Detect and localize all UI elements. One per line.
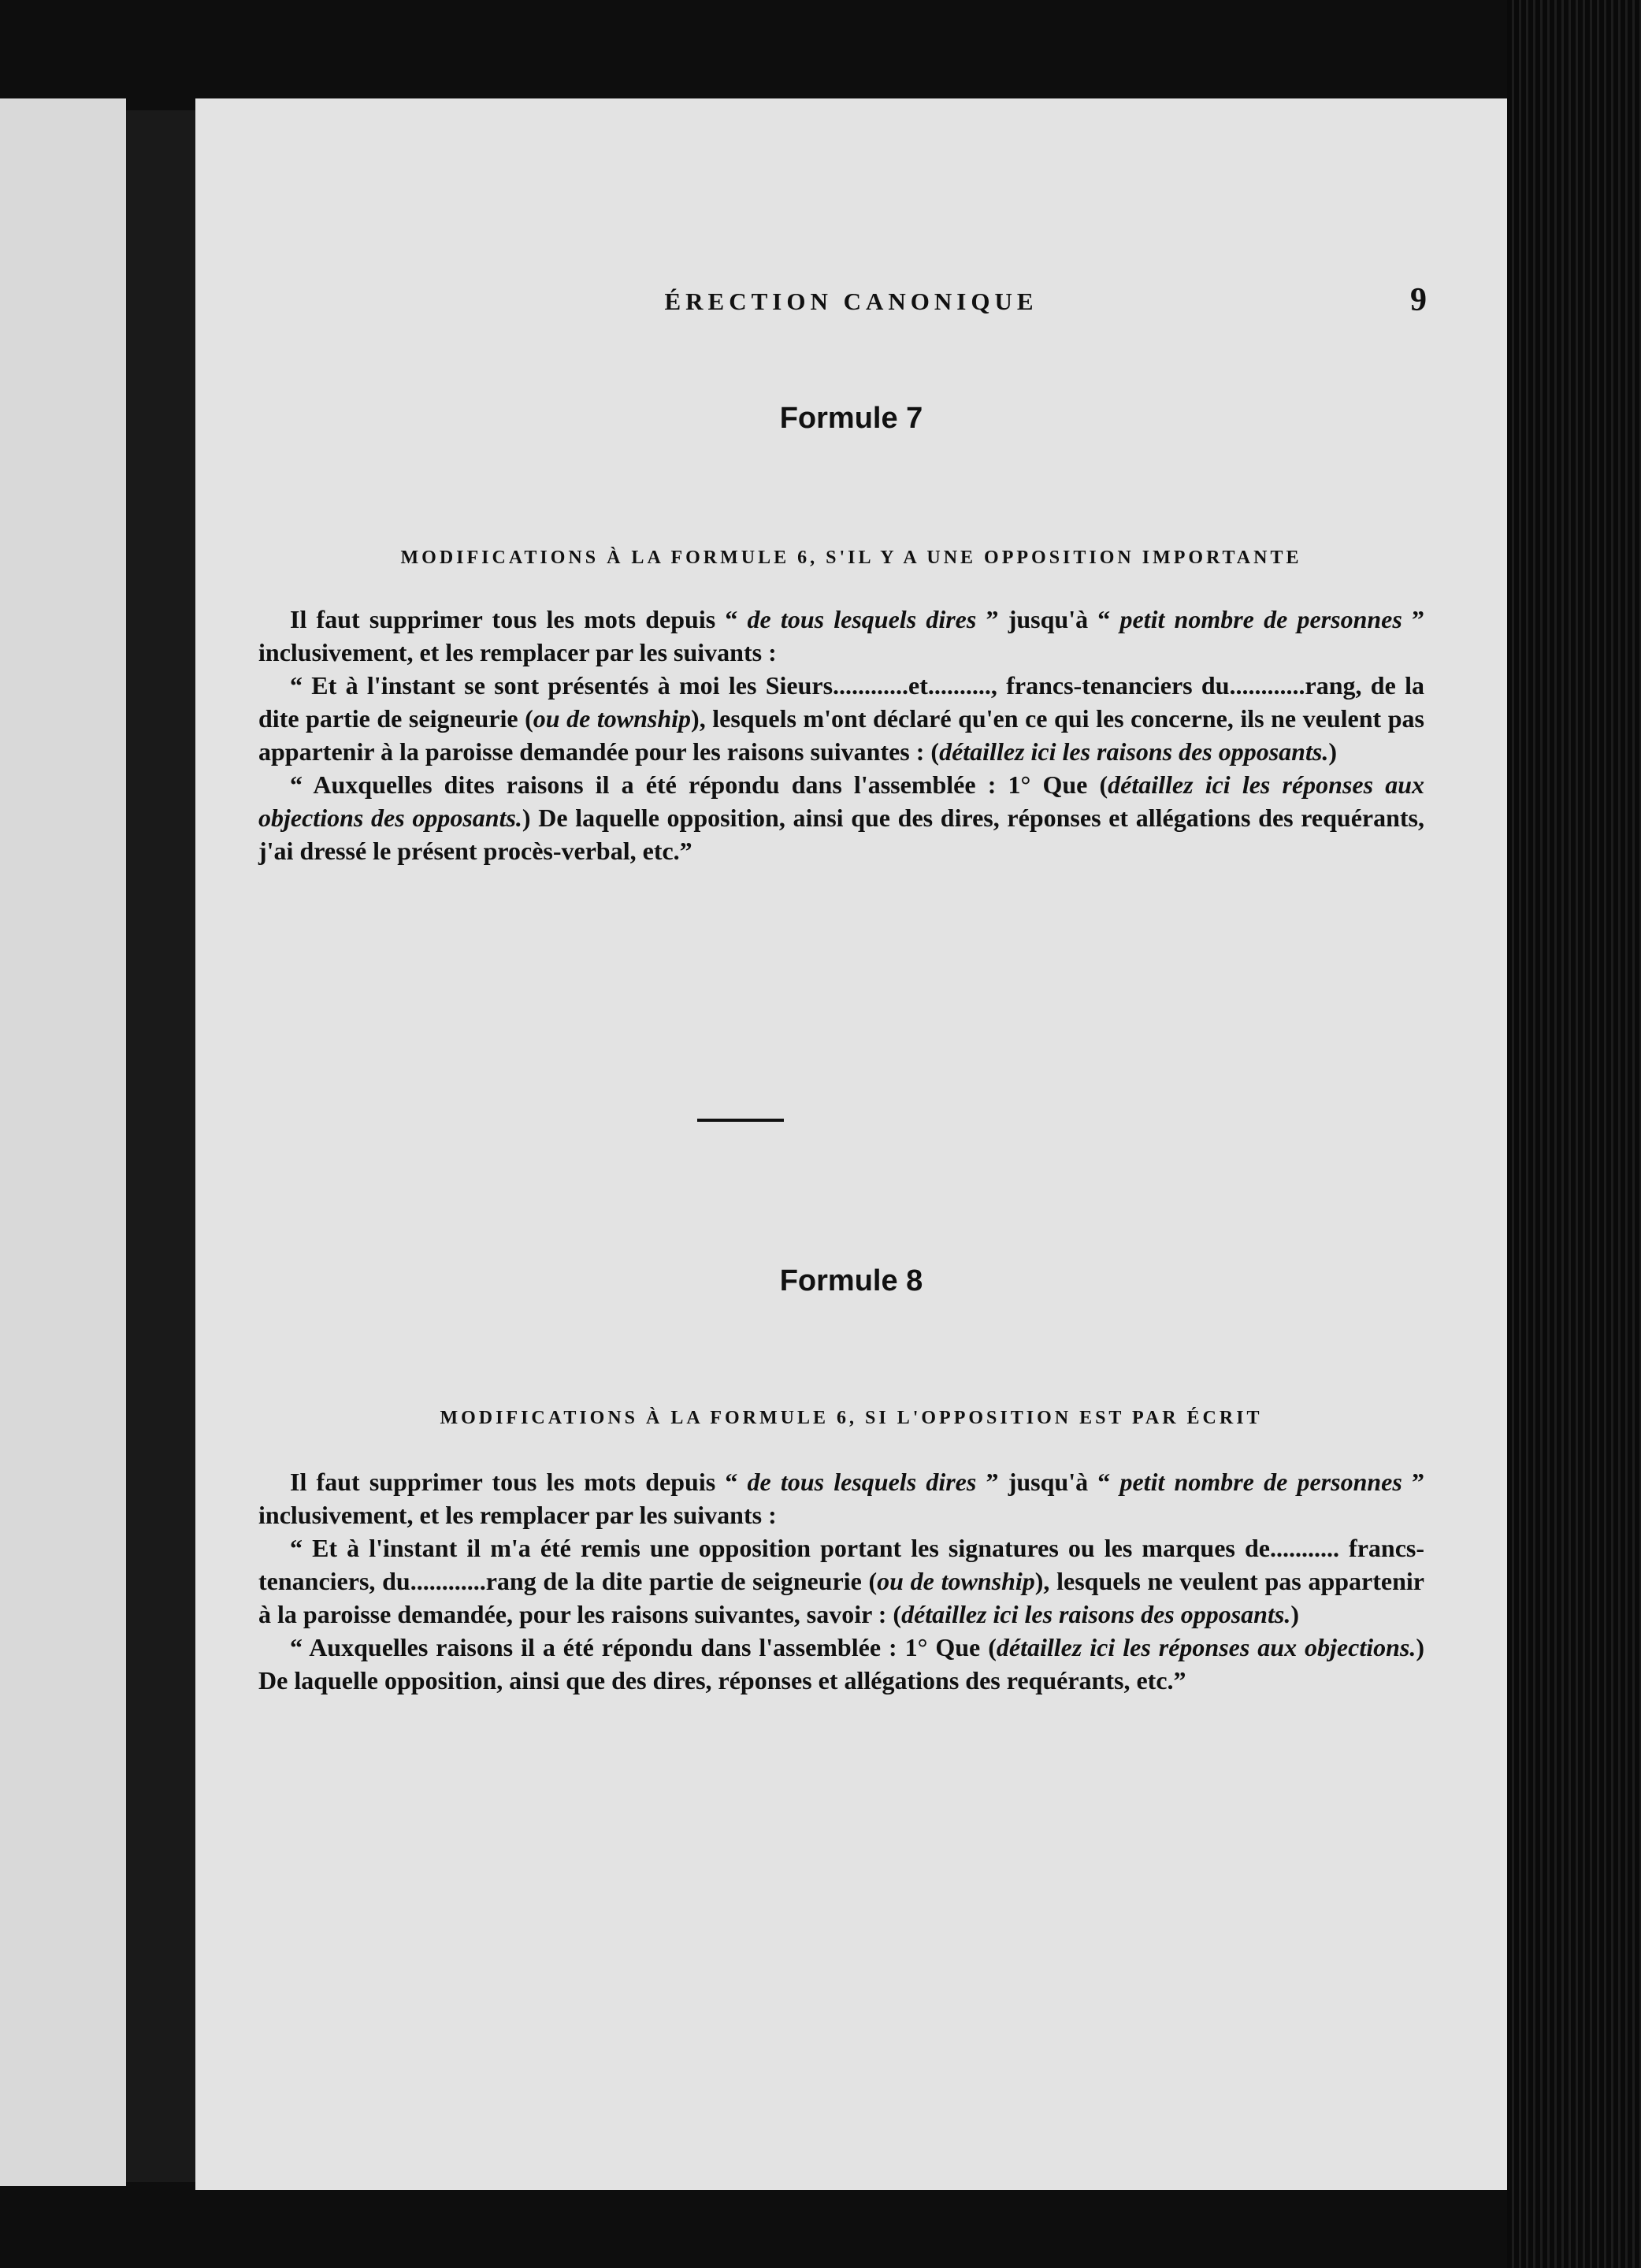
book-page — [195, 98, 1507, 2190]
book-gutter — [126, 110, 195, 2182]
formule-8-paragraph-3: “ Auxquelles raisons il a été répondu dans l'assemblée : 1° Que (détaillez ici les réponses aux objections.) De laquelle opposition, ainsi que des dires, réponses et allégations des requérants, etc.” — [258, 1633, 1425, 1695]
formule-7-title: Formule 7 — [779, 402, 923, 435]
page-stack-edge — [1507, 0, 1641, 2268]
formule-7-subtitle: MODIFICATIONS À LA FORMULE 6, S'IL Y A UNE OPPOSITION IMPORTANTE — [400, 548, 1302, 568]
page-number: 9 — [1410, 282, 1427, 318]
formule-7-paragraph-2: “ Et à l'instant se sont présentés à moi les Sieurs............et.........., francs-tenanciers du............rang, de la dite partie de seigneurie (ou de township), lesquels m'ont déclaré qu'en ce qui les concerne, ils ne veulent pas appartenir à la paroisse demandée pour les raisons suivantes : (détaillez ici les raisons des opposants.) — [258, 671, 1425, 766]
formule-7-paragraph-3: “ Auxquelles dites raisons il a été répondu dans l'assemblée : 1° Que (détaillez ici les réponses aux objections des opposants.) De laquelle opposition, ainsi que des dires, réponses et allégations des requérants, j'ai dressé le présent procès-verbal, etc.” — [258, 770, 1425, 865]
section-divider — [697, 1119, 784, 1122]
formule-7-paragraph-1: Il faut supprimer tous les mots depuis “ de tous lesquels dires ” jusqu'à “ petit nombre de personnes ” inclusivement, et les remplacer par les suivants : — [258, 605, 1424, 666]
running-head: ÉRECTION CANONIQUE — [664, 288, 1038, 315]
formule-7-body — [258, 603, 1424, 867]
formule-8-paragraph-2: “ Et à l'instant il m'a été remis une opposition portant les signatures ou les marques de........... francs-tenanciers, du............rang de la dite partie de seigneurie (ou de township), lesquels ne veulent pas appartenir à la paroisse demandée, pour les raisons suivantes, savoir : (détaillez ici les raisons des opposants.) — [258, 1534, 1425, 1628]
formule-8-title: Formule 8 — [779, 1264, 923, 1297]
formule-8-subtitle: MODIFICATIONS À LA FORMULE 6, SI L'OPPOSITION EST PAR ÉCRIT — [440, 1408, 1263, 1428]
facing-page-edge — [0, 98, 126, 2186]
formule-8-paragraph-1: Il faut supprimer tous les mots depuis “ de tous lesquels dires ” jusqu'à “ petit nombre de personnes ” inclusivement, et les remplacer par les suivants : — [258, 1468, 1424, 1529]
page-header — [195, 282, 1507, 335]
formule-8-body — [258, 1465, 1424, 1697]
